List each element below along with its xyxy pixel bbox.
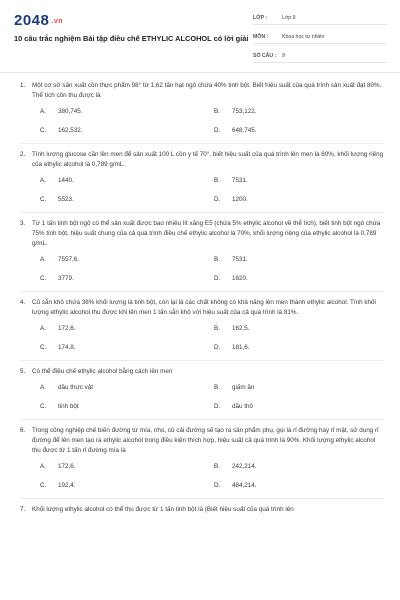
question-number: 6.: [20, 427, 26, 434]
option-letter: D.: [214, 344, 221, 351]
question-item: [20, 367, 384, 420]
site-logo[interactable]: [14, 12, 63, 29]
answer-option[interactable]: [40, 255, 214, 264]
option-letter: D.: [214, 196, 221, 203]
option-letter: A.: [40, 177, 46, 184]
question-number: 2.: [20, 151, 26, 158]
option-text: 3779.: [58, 275, 74, 282]
question-text: Củ sắn khô chứa 38% khối lượng là tinh bột, còn lại là các chất không có khả năng lên men thành ethylic alcohol. Tính khối lượng ethylic alcohol thu được khi lên men 1 tấn sắn khô với hiệu suất của cả quá trình là 81%.: [32, 299, 376, 316]
logo-text: 2048: [14, 12, 50, 29]
question-item: [20, 219, 384, 292]
question-stem: [20, 367, 384, 377]
option-text: 1620.: [232, 275, 248, 282]
question-list: [0, 73, 400, 523]
option-text: 7531.: [232, 256, 248, 263]
option-text: 181,6.: [232, 344, 250, 351]
answer-option[interactable]: [214, 274, 364, 283]
question-stem: [20, 219, 384, 249]
option-letter: B.: [214, 325, 220, 332]
option-letter: D.: [214, 482, 221, 489]
document-header: [0, 0, 400, 73]
option-letter: B.: [214, 384, 220, 391]
option-text: dầu thô: [232, 403, 254, 410]
answer-options: [40, 176, 384, 204]
answer-option[interactable]: [40, 176, 214, 185]
answer-option[interactable]: [214, 402, 364, 411]
meta-row-count: [253, 50, 387, 63]
answer-options: [40, 462, 384, 490]
question-text: Có thể điều chế ethylic alcohol bằng cách lên men: [32, 368, 173, 375]
option-text: 192,4.: [58, 482, 76, 489]
question-text: Khối lượng ethylic alcohol có thể thu được từ 1 tấn tinh bột là (Biết hiệu suất của quá trình lên: [32, 506, 294, 513]
answer-option[interactable]: [214, 107, 364, 116]
question-number: 4.: [20, 299, 26, 306]
option-text: 7557,6.: [58, 256, 80, 263]
question-item: [20, 505, 384, 523]
option-text: giấm ăn: [232, 384, 255, 391]
option-letter: D.: [214, 275, 221, 282]
option-letter: B.: [214, 256, 220, 263]
option-text: 172,6.: [58, 325, 76, 332]
meta-value: Khoa học tự nhiên: [282, 34, 325, 40]
option-text: 172,6.: [58, 463, 76, 470]
option-letter: C.: [40, 482, 47, 489]
answer-option[interactable]: [40, 343, 214, 352]
logo-suffix: .vn: [51, 18, 63, 25]
question-item: [20, 81, 384, 144]
option-letter: C.: [40, 403, 47, 410]
question-stem: [20, 426, 384, 456]
answer-option[interactable]: [214, 462, 364, 471]
option-text: 1440.: [58, 177, 74, 184]
option-text: 162,5.: [232, 325, 250, 332]
option-letter: D.: [214, 127, 221, 134]
meta-row-class: [253, 12, 387, 25]
question-item: [20, 298, 384, 361]
answer-option[interactable]: [40, 195, 214, 204]
option-letter: A.: [40, 256, 46, 263]
answer-option[interactable]: [214, 383, 364, 392]
option-text: 1200.: [232, 196, 248, 203]
question-text: Trong công nghiệp chế biến đường từ mía, nho, củ cải đường sẽ tạo ra sản phẩm phụ, gọi là rỉ đường hay rỉ mật, sử dụng rỉ đường để lên men tạo ra ethylic alcohol trong điều kiện thích hợp, hiệu suất cả quá trình là 90%. Khối lượng ethylic alcohol thu được từ 1 tấn rỉ đường mía là: [32, 427, 379, 454]
option-letter: A.: [40, 463, 46, 470]
question-number: 1.: [20, 82, 26, 89]
question-stem: [20, 81, 384, 101]
option-letter: C.: [40, 344, 47, 351]
answer-option[interactable]: [40, 383, 214, 392]
question-stem: [20, 150, 384, 170]
option-letter: B.: [214, 177, 220, 184]
answer-options: [40, 324, 384, 352]
answer-option[interactable]: [214, 126, 364, 135]
option-text: 5523.: [58, 196, 74, 203]
meta-key: MÔN :: [253, 34, 269, 40]
question-item: [20, 150, 384, 213]
option-text: 174,8.: [58, 344, 76, 351]
meta-panel: [253, 12, 387, 69]
option-letter: C.: [40, 127, 47, 134]
question-text: Một cơ sở sản xuất cồn thực phẩm 98° từ 1,62 tấn hạt ngô chứa 40% tinh bột. Biết hiệu suất của quá trình sản xuất đạt 80%. Thể tích cồn thu được là: [32, 82, 382, 99]
option-text: dầu thực vật: [58, 384, 94, 391]
question-number: 7.: [20, 506, 26, 513]
option-letter: C.: [40, 196, 47, 203]
question-number: 5.: [20, 368, 26, 375]
question-stem: [20, 298, 384, 318]
meta-value: 9: [282, 53, 285, 59]
option-letter: D.: [214, 403, 221, 410]
question-text: Tính lượng glucose cần lên men để sản xuất 100 L cồn y tế 70°, biết hiệu suất của quá trình lên men là 80%, khối lượng riêng của ethylic alcohol là 0,789 g/mL.: [32, 151, 384, 168]
option-text: 484,214.: [232, 482, 257, 489]
question-text: Từ 1 tấn tinh bột ngô có thể sản xuất được bao nhiêu lít xăng E5 (chứa 5% ethylic alcohol về thể tích), biết tinh bột ngô chứa 75% tinh bột, hiệu suất chung của cả quá trình điều chế ethylic alcohol là 70%, khối lượng riêng của ethylic alcohol là 0,789 g/mL.: [32, 220, 381, 247]
option-text: 380,745.: [58, 108, 83, 115]
answer-options: [40, 383, 384, 411]
answer-option[interactable]: [214, 195, 364, 204]
answer-option[interactable]: [40, 126, 214, 135]
option-letter: B.: [214, 108, 220, 115]
meta-value: Lớp 9: [282, 15, 296, 21]
meta-key: SỐ CÂU :: [253, 53, 277, 59]
option-text: 162,532.: [58, 127, 83, 134]
answer-option[interactable]: [214, 481, 364, 490]
answer-options: [40, 107, 384, 135]
answer-option[interactable]: [214, 255, 364, 264]
option-text: 753,122.: [232, 108, 257, 115]
option-text: 242,214.: [232, 463, 257, 470]
answer-option[interactable]: [40, 107, 214, 116]
question-item: [20, 426, 384, 499]
option-letter: A.: [40, 384, 46, 391]
answer-options: [40, 255, 384, 283]
question-stem: [20, 505, 384, 515]
question-number: 3.: [20, 220, 26, 227]
answer-option[interactable]: [40, 324, 214, 333]
option-letter: B.: [214, 463, 220, 470]
answer-option[interactable]: [40, 274, 214, 283]
answer-option[interactable]: [40, 481, 214, 490]
option-letter: A.: [40, 108, 46, 115]
answer-option[interactable]: [214, 324, 364, 333]
answer-option[interactable]: [214, 176, 364, 185]
option-text: 648,745.: [232, 127, 257, 134]
meta-row-subject: [253, 31, 387, 44]
option-letter: A.: [40, 325, 46, 332]
option-letter: C.: [40, 275, 47, 282]
answer-option[interactable]: [214, 343, 364, 352]
meta-key: LỚP :: [253, 15, 268, 21]
option-text: tinh bột: [58, 403, 79, 410]
option-text: 7531.: [232, 177, 248, 184]
answer-option[interactable]: [40, 402, 214, 411]
answer-option[interactable]: [40, 462, 214, 471]
document-title: 10 câu trắc nghiệm Bài tập điều chế ETHYLIC ALCOHOL có lời giải: [14, 34, 249, 43]
